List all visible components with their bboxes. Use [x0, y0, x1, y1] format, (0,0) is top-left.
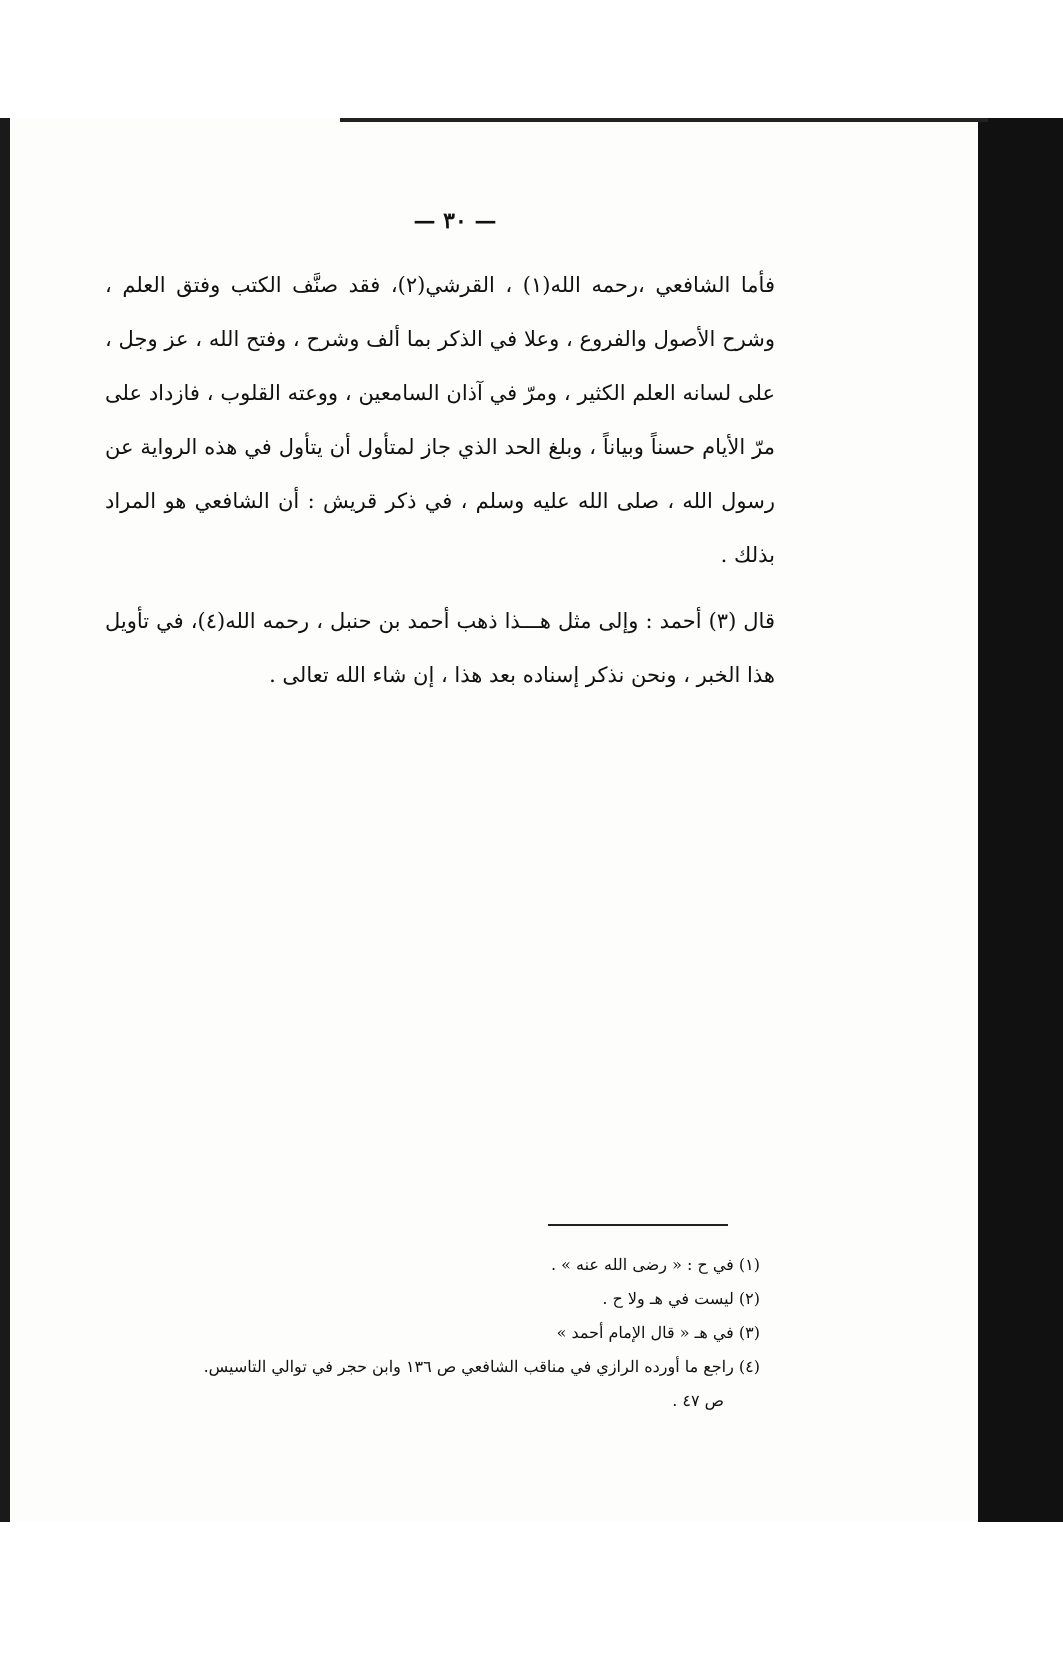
paragraph-1: فأما الشافعي ،رحمه الله(١) ، القرشي(٢)، فقد صنَّف الكتب وفتق العلم ، وشرح الأصول والفروع ، وعلا في الذكر بما ألف وشرح ، وفتح الله ، عز وجل ، على لسانه العلم الكثير ، ومرّ في آذان السامعين ، ووعته القلوب ، فازداد على مرّ الأيام حسناً وبياناً ، وبلغ الحد الذي جاز لمتأول أن يتأول في هذه الرواية عن رسول الله ، صلى الله عليه وسلم ، في ذكر قريش : أن الشافعي هو المراد بذلك .: [105, 273, 775, 567]
scan-right-margin: [978, 118, 1063, 1522]
top-rule: [340, 118, 988, 122]
footnote-1: (١) في ح : « رضى الله عنه » .: [550, 1255, 760, 1274]
page-number: — ٣٠ —: [413, 208, 497, 234]
footnote-4-continuation: ص ٤٧ .: [672, 1391, 724, 1410]
scan-left-edge: [0, 118, 10, 1522]
book-page: [10, 118, 978, 1522]
footnote-3: (٣) في هـ « قال الإمام أحمد »: [556, 1323, 760, 1342]
main-text: [105, 258, 775, 702]
footnote-4: (٤) راجع ما أورده الرازي في مناقب الشافعي ص ١٣٦ وابن حجر في توالي التاسيس.: [203, 1357, 760, 1376]
footnote-separator: [548, 1224, 728, 1226]
footnotes: [80, 1248, 760, 1418]
paragraph-2: قال (٣) أحمد : وإلى مثل هـــذا ذهب أحمد بن حنبل ، رحمه الله(٤)، في تأويل هذا الخبر ، ونحن نذكر إسناده بعد هذا ، إن شاء الله تعالى .: [105, 609, 775, 687]
footnote-2: (٢) ليست في هـ ولا ح .: [602, 1289, 760, 1308]
